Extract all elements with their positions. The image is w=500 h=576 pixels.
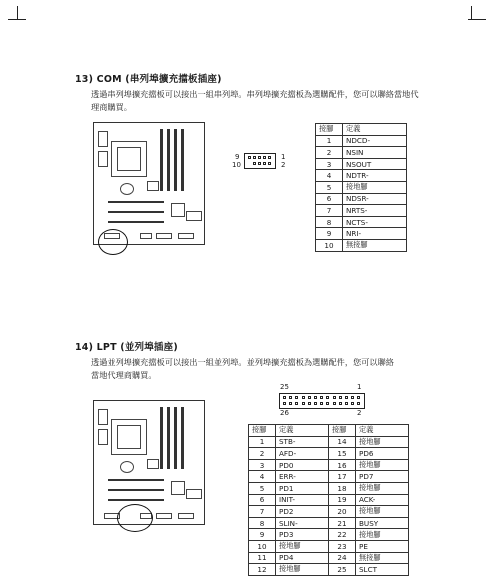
header-pin	[320, 396, 323, 399]
table-row: 8 NCTS-	[316, 216, 407, 228]
com-section-title: 13) COM (串列埠擴充擋板插座)	[75, 74, 222, 85]
header-pin	[283, 402, 286, 405]
header-pin	[283, 396, 286, 399]
table-header-row	[316, 124, 407, 136]
dimm-slot	[167, 129, 170, 191]
header-pin	[289, 396, 292, 399]
header-pin	[326, 402, 329, 405]
header-pin	[289, 402, 292, 405]
lpt-section-title: 14) LPT (並列埠插座)	[75, 342, 178, 353]
lpt-location-highlight-circle	[117, 504, 153, 532]
crop-mark-top-right	[468, 6, 486, 20]
table-row: 2 NSIN	[316, 147, 407, 159]
table-row: 6 INIT- 19 ACK-	[249, 494, 409, 506]
pcie-slot	[108, 211, 164, 213]
com-pin-header	[244, 153, 276, 169]
crop-mark-top-left	[8, 6, 26, 20]
dimm-slot	[174, 407, 177, 469]
com-header-label-bottom-left: 10	[232, 161, 241, 169]
header-pin	[333, 396, 336, 399]
lpt-header-label-top-right: 1	[357, 383, 362, 391]
com-pin-table	[315, 123, 407, 252]
table-row: 7 NRTS-	[316, 205, 407, 217]
header-pin	[351, 396, 354, 399]
table-row: 3 PD0 16 接地腳	[249, 459, 409, 471]
table-header-definition: 定義	[343, 124, 407, 136]
table-row: 1 STB- 14 接地腳	[249, 436, 409, 448]
table-row: 7 PD2 20 接地腳	[249, 506, 409, 518]
header-pin	[308, 402, 311, 405]
lpt-header-label-bottom-right: 2	[357, 409, 362, 417]
header-pin	[295, 402, 298, 405]
table-row: 12 接地腳 25 SLCT	[249, 564, 409, 576]
table-row: 8 SLIN- 21 BUSY	[249, 517, 409, 529]
table-header-row	[249, 425, 409, 437]
table-row: 3 NSOUT	[316, 158, 407, 170]
dimm-slot	[160, 407, 163, 469]
table-row: 11 PD4 24 無接腳	[249, 552, 409, 564]
table-row: 5 PD1 18 接地腳	[249, 482, 409, 494]
table-header-definition: 定義	[356, 425, 409, 437]
table-header-definition: 定義	[276, 425, 329, 437]
header-pin	[314, 396, 317, 399]
table-row: 6 NDSR-	[316, 193, 407, 205]
table-row: 10 無接腳	[316, 239, 407, 251]
pcie-slot	[108, 201, 164, 203]
header-pin	[345, 402, 348, 405]
header-pin	[339, 396, 342, 399]
table-header-pin: 接腳	[249, 425, 276, 437]
com-description-line-2: 理商購買。	[91, 102, 132, 112]
header-pin	[333, 402, 336, 405]
table-row: 9 NRI-	[316, 228, 407, 240]
com-header-label-top-left: 9	[235, 153, 240, 161]
table-row: 5 接地腳	[316, 181, 407, 193]
table-header-pin: 接腳	[329, 425, 356, 437]
lpt-description-line-1: 透過並列埠擴充擋板可以接出一組並列埠。並列埠擴充擋板為選購配件，您可以聯絡	[91, 357, 394, 367]
header-pin	[357, 402, 360, 405]
header-pin	[326, 396, 329, 399]
header-pin	[295, 396, 298, 399]
pcie-slot	[108, 479, 164, 481]
pcie-slot	[108, 221, 164, 223]
table-row: 2 AFD- 15 PD6	[249, 448, 409, 460]
lpt-header-label-top-left: 25	[280, 383, 289, 391]
com-location-highlight-circle	[98, 229, 128, 255]
header-pin	[308, 396, 311, 399]
dimm-slot	[181, 407, 184, 469]
com-header-label-bottom-right: 2	[281, 161, 286, 169]
lpt-pin-table	[248, 424, 409, 576]
dimm-slot	[181, 129, 184, 191]
dimm-slot	[160, 129, 163, 191]
lpt-motherboard-diagram	[93, 400, 205, 525]
header-pin	[339, 402, 342, 405]
header-pin	[357, 396, 360, 399]
com-motherboard-diagram	[93, 122, 205, 245]
com-description-line-1: 透過串列埠擴充擋板可以接出一組串列埠。串列埠擴充擋板為選購配件，您可以聯絡當地代	[91, 89, 419, 99]
lpt-header-label-bottom-left: 26	[280, 409, 289, 417]
com-header-label-top-right: 1	[281, 153, 286, 161]
header-pin	[314, 402, 317, 405]
dimm-slot	[174, 129, 177, 191]
lpt-pin-header	[279, 393, 365, 409]
header-pin	[320, 402, 323, 405]
header-pin	[302, 396, 305, 399]
table-row: 10 接地腳 23 PE	[249, 540, 409, 552]
dimm-slot	[167, 407, 170, 469]
table-row: 4 NDTR-	[316, 170, 407, 182]
table-header-pin: 接腳	[316, 124, 343, 136]
pcie-slot	[108, 499, 164, 501]
table-row: 4 ERR- 17 PD7	[249, 471, 409, 483]
table-row: 9 PD3 22 接地腳	[249, 529, 409, 541]
pcie-slot	[108, 489, 164, 491]
header-pin	[345, 396, 348, 399]
header-pin	[302, 402, 305, 405]
table-row: 1 NDCD-	[316, 135, 407, 147]
lpt-description-line-2: 當地代理商購買。	[91, 370, 157, 380]
header-pin	[351, 402, 354, 405]
